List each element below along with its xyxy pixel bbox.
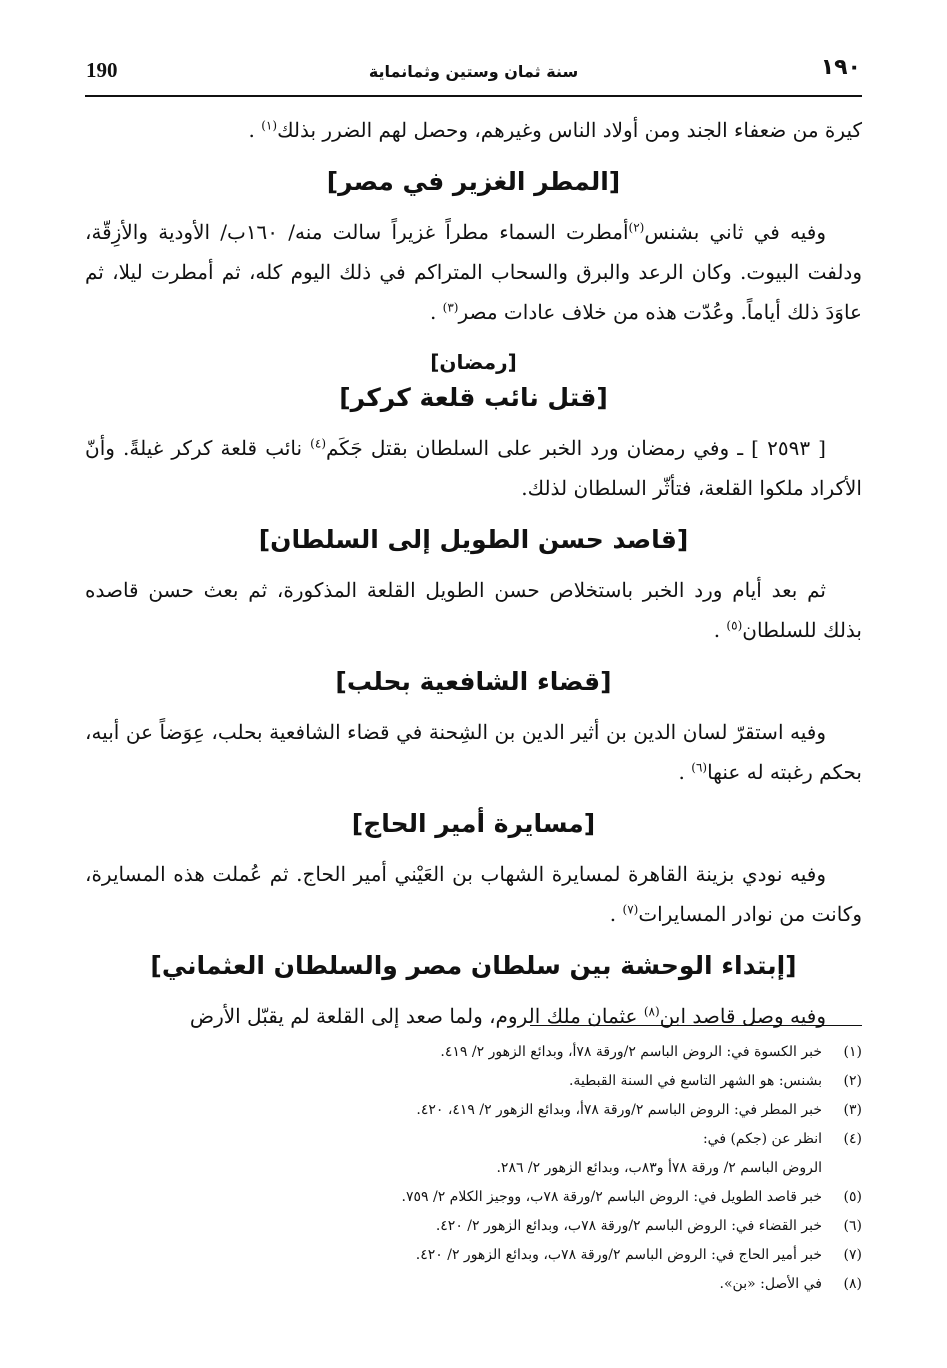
footnote-ref: (٤) — [310, 436, 326, 451]
footnote-item: (٤) انظر عن (جكم) في: — [702, 1131, 862, 1147]
page-number-latin: 190 — [86, 58, 118, 82]
footnote-ref: (١) — [261, 118, 278, 133]
section-heading-ramadan: [رمضان] — [430, 350, 517, 374]
footnote-item: (٦) خبر القضاء في: الروض الباسم ٢/ورقة ٧٨ب، وبدائع الزهور ٢/ ٤٢٠. — [435, 1218, 862, 1234]
footnote-item: (٣) خبر المطر في: الروض الباسم ٢/ورقة ٧٨أ، وبدائع الزهور ٢/ ٤١٩، ٤٢٠. — [416, 1102, 862, 1118]
footnote-rule — [530, 1025, 862, 1026]
footnote-ref: (٧) — [622, 902, 639, 917]
running-title: سنة ثمان وستين وثمانماية — [368, 62, 579, 81]
footnote-item: (٨) في الأصل: «بن». — [719, 1276, 862, 1292]
section-heading-kerker: [قتل نائب قلعة كركر] — [339, 383, 608, 412]
header-rule — [85, 95, 862, 97]
footnotes — [120, 1038, 862, 1299]
footnote-ref: (٣) — [442, 300, 459, 315]
footnote-item: (٢) بشنس: هو الشهر التاسع في السنة القبطية. — [568, 1073, 862, 1089]
footnote-ref: (٨) — [643, 1004, 660, 1019]
footnote-item: (١) خبر الكسوة في: الروض الباسم ٢/ورقة ٧٨أ، وبدائع الزهور ٢/ ٤١٩. — [440, 1044, 862, 1060]
paragraph-kerker: [ ٢٥٩٣ ] ـ وفي رمضان ورد الخبر على السلطان بقتل جَكَم$^{(٤)}$ نائب قلعة كركر غيلةً. وأنّ الأكراد ملكوا القلعة، فتأثّر السلطان لذلك. — [85, 436, 862, 500]
footnote-item: (٧) خبر أمير الحاج في: الروض الباسم ٢/ورقة ٧٨ب، وبدائع الزهور ٢/ ٤٢٠. — [415, 1247, 862, 1263]
paragraph-rain: وفيه في ثاني بشنس$^{(٢)}$أمطرت السماء مطراً غزيراً سالت منه/ ١٦٠ب/ الأودية والأزِقّة، ودلفت البيوت. وكان الرعد والبرق والسحاب المتراكم في ذلك اليوم كله، ثم أمطرت ليلا، ثم عاوَدَ ذلك أياماً. وعُدّت هذه من خلاف عادات مصر$^{(٣)}$ . — [85, 220, 862, 324]
section-heading-rain: [المطر الغزير في مصر] — [326, 167, 621, 196]
footnote-ref: (٥) — [726, 618, 743, 633]
section-heading-aleppo: [قضاء الشافعية بحلب] — [335, 667, 612, 696]
footnote-continuation: الروض الباسم ٢/ ورقة ٧٨أ و٨٣ب، وبدائع الزهور ٢/ ٢٨٦. — [496, 1160, 822, 1176]
paragraph-ottoman: وفيه وصل قاصد ابن$^{(٨)}$ عثمان ملك الروم، ولما صعد إلى القلعة لم يقبّل الأرض — [189, 1004, 826, 1028]
paragraph-hasan: ثم بعد أيام ورد الخبر باستخلاص حسن الطويل القلعة المذكورة، ثم بعث حسن قاصده بذلك للسلطان$^{(٥)}$ . — [85, 578, 862, 642]
footnote-ref: (٦) — [691, 760, 708, 775]
paragraph-aleppo: وفيه استقرّ لسان الدين بن أثير الدين بن الشِحنة في قضاء الشافعية بحلب، عِوَضاً عن أبيه، بحكم رغبته له عنها$^{(٦)}$ . — [85, 720, 862, 784]
section-heading-hasan: [قاصد حسن الطويل إلى السلطان] — [258, 525, 689, 554]
paragraph-hajj: وفيه نودي بزينة القاهرة لمسايرة الشهاب بن العَيْني أمير الحاج. ثم عُملت هذه المسايرة، وكانت من نوادر المسايرات$^{(٧)}$ . — [85, 862, 862, 926]
section-heading-ottoman: [إبتداء الوحشة بين سلطان مصر والسلطان العثماني] — [150, 951, 797, 980]
page-number-arabic: ١٩٠ — [820, 55, 861, 80]
section-heading-hajj: [مسايرة أمير الحاج] — [351, 809, 596, 838]
footnote-item: (٥) خبر قاصد الطويل في: الروض الباسم ٢/ورقة ٧٨ب، ووجيز الكلام ٢/ ٧٥٩. — [401, 1189, 862, 1205]
main-text — [85, 110, 862, 1036]
footnote-ref: (٢) — [628, 220, 645, 235]
paragraph-continuation: كيرة من ضعفاء الجند ومن أولاد الناس وغيرهم، وحصل لهم الضرر بذلك$^{(١)}$ . — [248, 118, 862, 142]
